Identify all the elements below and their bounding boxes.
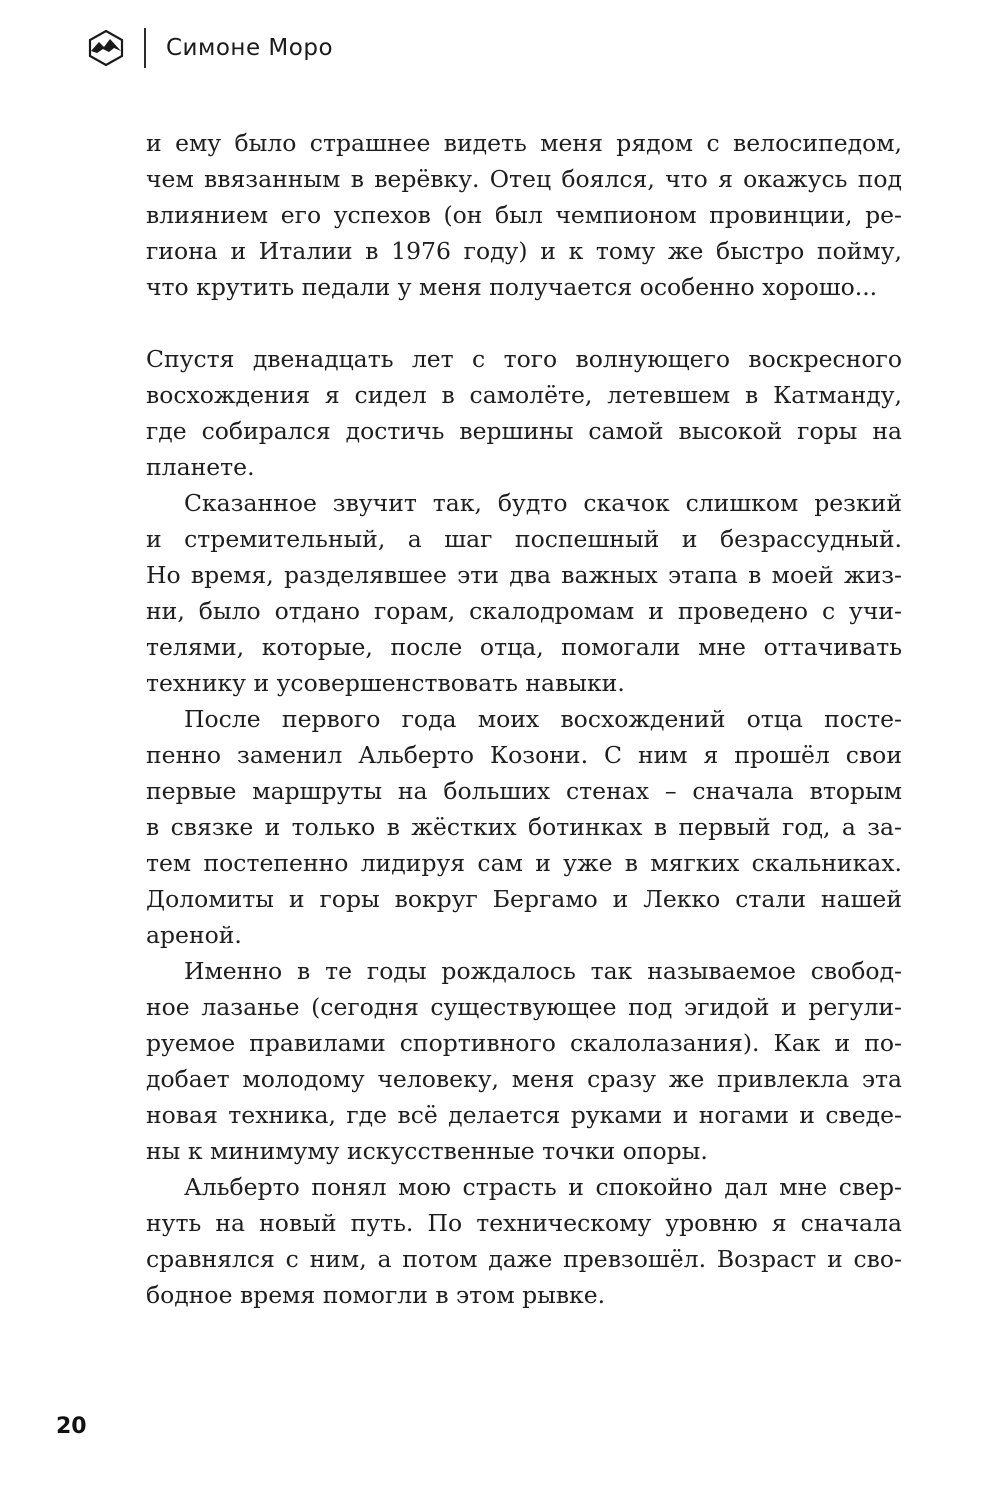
page-number: 20	[56, 1414, 87, 1439]
text-line: Альберто понял мою страсть и спокойно дал мне свер-	[184, 1173, 902, 1201]
text-line: телями, которые, после отца, помогали мне оттачивать	[146, 633, 902, 661]
text-line: добает молодому человеку, меня сразу же привлекла эта	[146, 1065, 902, 1093]
text-line: Доломиты и горы вокруг Бергамо и Лекко стали нашей	[146, 885, 902, 913]
text-line: гиона и Италии в 1976 году) и к тому же быстро пойму,	[146, 237, 902, 265]
text-line: что крутить педали у меня получается особенно хорошо...	[146, 273, 878, 301]
text-line: ни, было отдано горам, скалодромам и проведено с учи-	[146, 597, 902, 625]
text-line: где собирался достичь вершины самой высокой горы на	[146, 417, 902, 445]
header-divider	[144, 28, 146, 68]
text-line: и стремительный, а шаг поспешный и безрассудный.	[146, 525, 902, 553]
text-line: в связке и только в жёстких ботинках в первый год, а за-	[146, 813, 902, 841]
text-line: тем постепенно лидируя сам и уже в мягких скальниках.	[146, 849, 902, 877]
text-line: После первого года моих восхождений отца посте-	[184, 705, 902, 733]
text-line: планете.	[146, 453, 255, 481]
text-line: ареной.	[146, 921, 242, 949]
text-line: бодное время помогли в этом рывке.	[146, 1281, 606, 1309]
text-line: ны к минимуму искусственные точки опоры.	[146, 1137, 708, 1165]
text-line: Спустя двенадцать лет с того волнующего воскресного	[146, 345, 902, 373]
text-line: чем ввязанным в верёвку. Отец боялся, что я окажусь под	[146, 165, 902, 193]
text-line: руемое правилами спортивного скалолазания). Как и по-	[146, 1029, 902, 1057]
text-line: Но время, разделявшее эти два важных этапа в моей жиз-	[146, 561, 902, 589]
text-line: и ему было страшнее видеть меня рядом с велосипедом,	[146, 129, 902, 157]
text-line: пенно заменил Альберто Козони. С ним я прошёл свои	[146, 741, 902, 769]
author-name: Симоне Моро	[166, 35, 334, 61]
text-line: нуть на новый путь. По техническому уровню я сначала	[146, 1209, 902, 1237]
text-line: восхождения я сидел в самолёте, летевшем в Катманду,	[146, 381, 902, 409]
text-line: новая техника, где всё делается руками и ногами и сведе-	[146, 1101, 902, 1129]
text-line: Именно в те годы рождалось так называемое свобод-	[184, 957, 902, 985]
text-line: технику и усовершенствовать навыки.	[146, 669, 625, 697]
mountain-hexagon-icon	[86, 28, 126, 68]
text-line: ное лазанье (сегодня существующее под эгидой и регули-	[146, 993, 902, 1021]
text-line: влиянием его успехов (он был чемпионом провинции, ре-	[146, 201, 902, 229]
running-header	[86, 26, 333, 70]
text-line: Сказанное звучит так, будто скачок слишком резкий	[184, 489, 902, 517]
text-line: первые маршруты на больших стенах – сначала вторым	[146, 777, 902, 805]
text-line: сравнялся с ним, а потом даже превзошёл. Возраст и сво-	[146, 1245, 902, 1273]
section-break	[146, 305, 902, 341]
page-body	[146, 125, 902, 1313]
